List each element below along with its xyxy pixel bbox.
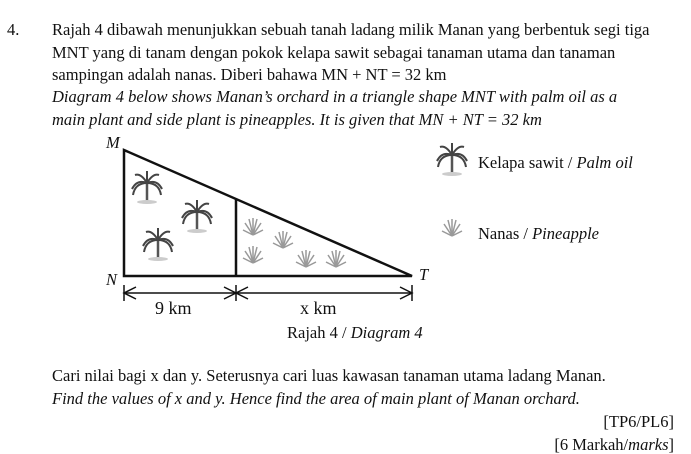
vertex-n-label: N — [106, 270, 118, 289]
marks-close: ] — [668, 435, 674, 454]
legend-pineapple-malay: Nanas / — [478, 224, 533, 243]
task-english: Find the values of x and y. Hence find the area of main plant of Manan orchard. — [52, 389, 580, 408]
diagram-caption — [287, 325, 423, 342]
legend-palm-icon — [437, 143, 467, 176]
caption-english: Diagram 4 — [350, 323, 423, 342]
legend-pineapple — [478, 226, 599, 243]
length-nine-label: 9 km — [155, 298, 192, 318]
english-line-1: Diagram 4 below shows Manan’s orchard in a triangle shape MNT with palm oil as a — [52, 87, 618, 106]
vertex-t-label: T — [419, 265, 429, 284]
length-x-label: x km — [300, 298, 337, 318]
malay-line-2: MNT yang di tanam dengan pokok kelapa sawit sebagai tanaman utama dan tanaman — [52, 43, 616, 62]
legend-palm-malay: Kelapa sawit / — [478, 153, 577, 172]
marks-label — [554, 437, 674, 454]
legend-palm-oil — [478, 155, 633, 172]
english-line-2: main plant and side plant is pineapples. It is given that MN + NT = 32 km — [52, 110, 542, 129]
malay-line-3: sampingan adalah nanas. Diberi bahawa MN + NT = 32 km — [52, 65, 447, 84]
marks-english: marks — [628, 435, 669, 454]
marks-malay: [6 Markah/ — [554, 435, 629, 454]
task-malay: Cari nilai bagi x dan y. Seterusnya cari luas kawasan tanaman utama ladang Manan. — [52, 366, 606, 385]
legend-palm-english: Palm oil — [576, 153, 633, 172]
level-label: [TP6/PL6] — [603, 412, 674, 431]
vertex-m-label: M — [106, 133, 120, 152]
legend-pineapple-english: Pineapple — [532, 224, 599, 243]
question-number: 4. — [7, 20, 20, 39]
caption-malay: Rajah 4 / — [287, 323, 351, 342]
malay-line-1: Rajah 4 dibawah menunjukkan sebuah tanah ladang milik Manan yang berbentuk segi tiga — [52, 20, 650, 39]
legend-pineapple-icon — [442, 219, 462, 236]
